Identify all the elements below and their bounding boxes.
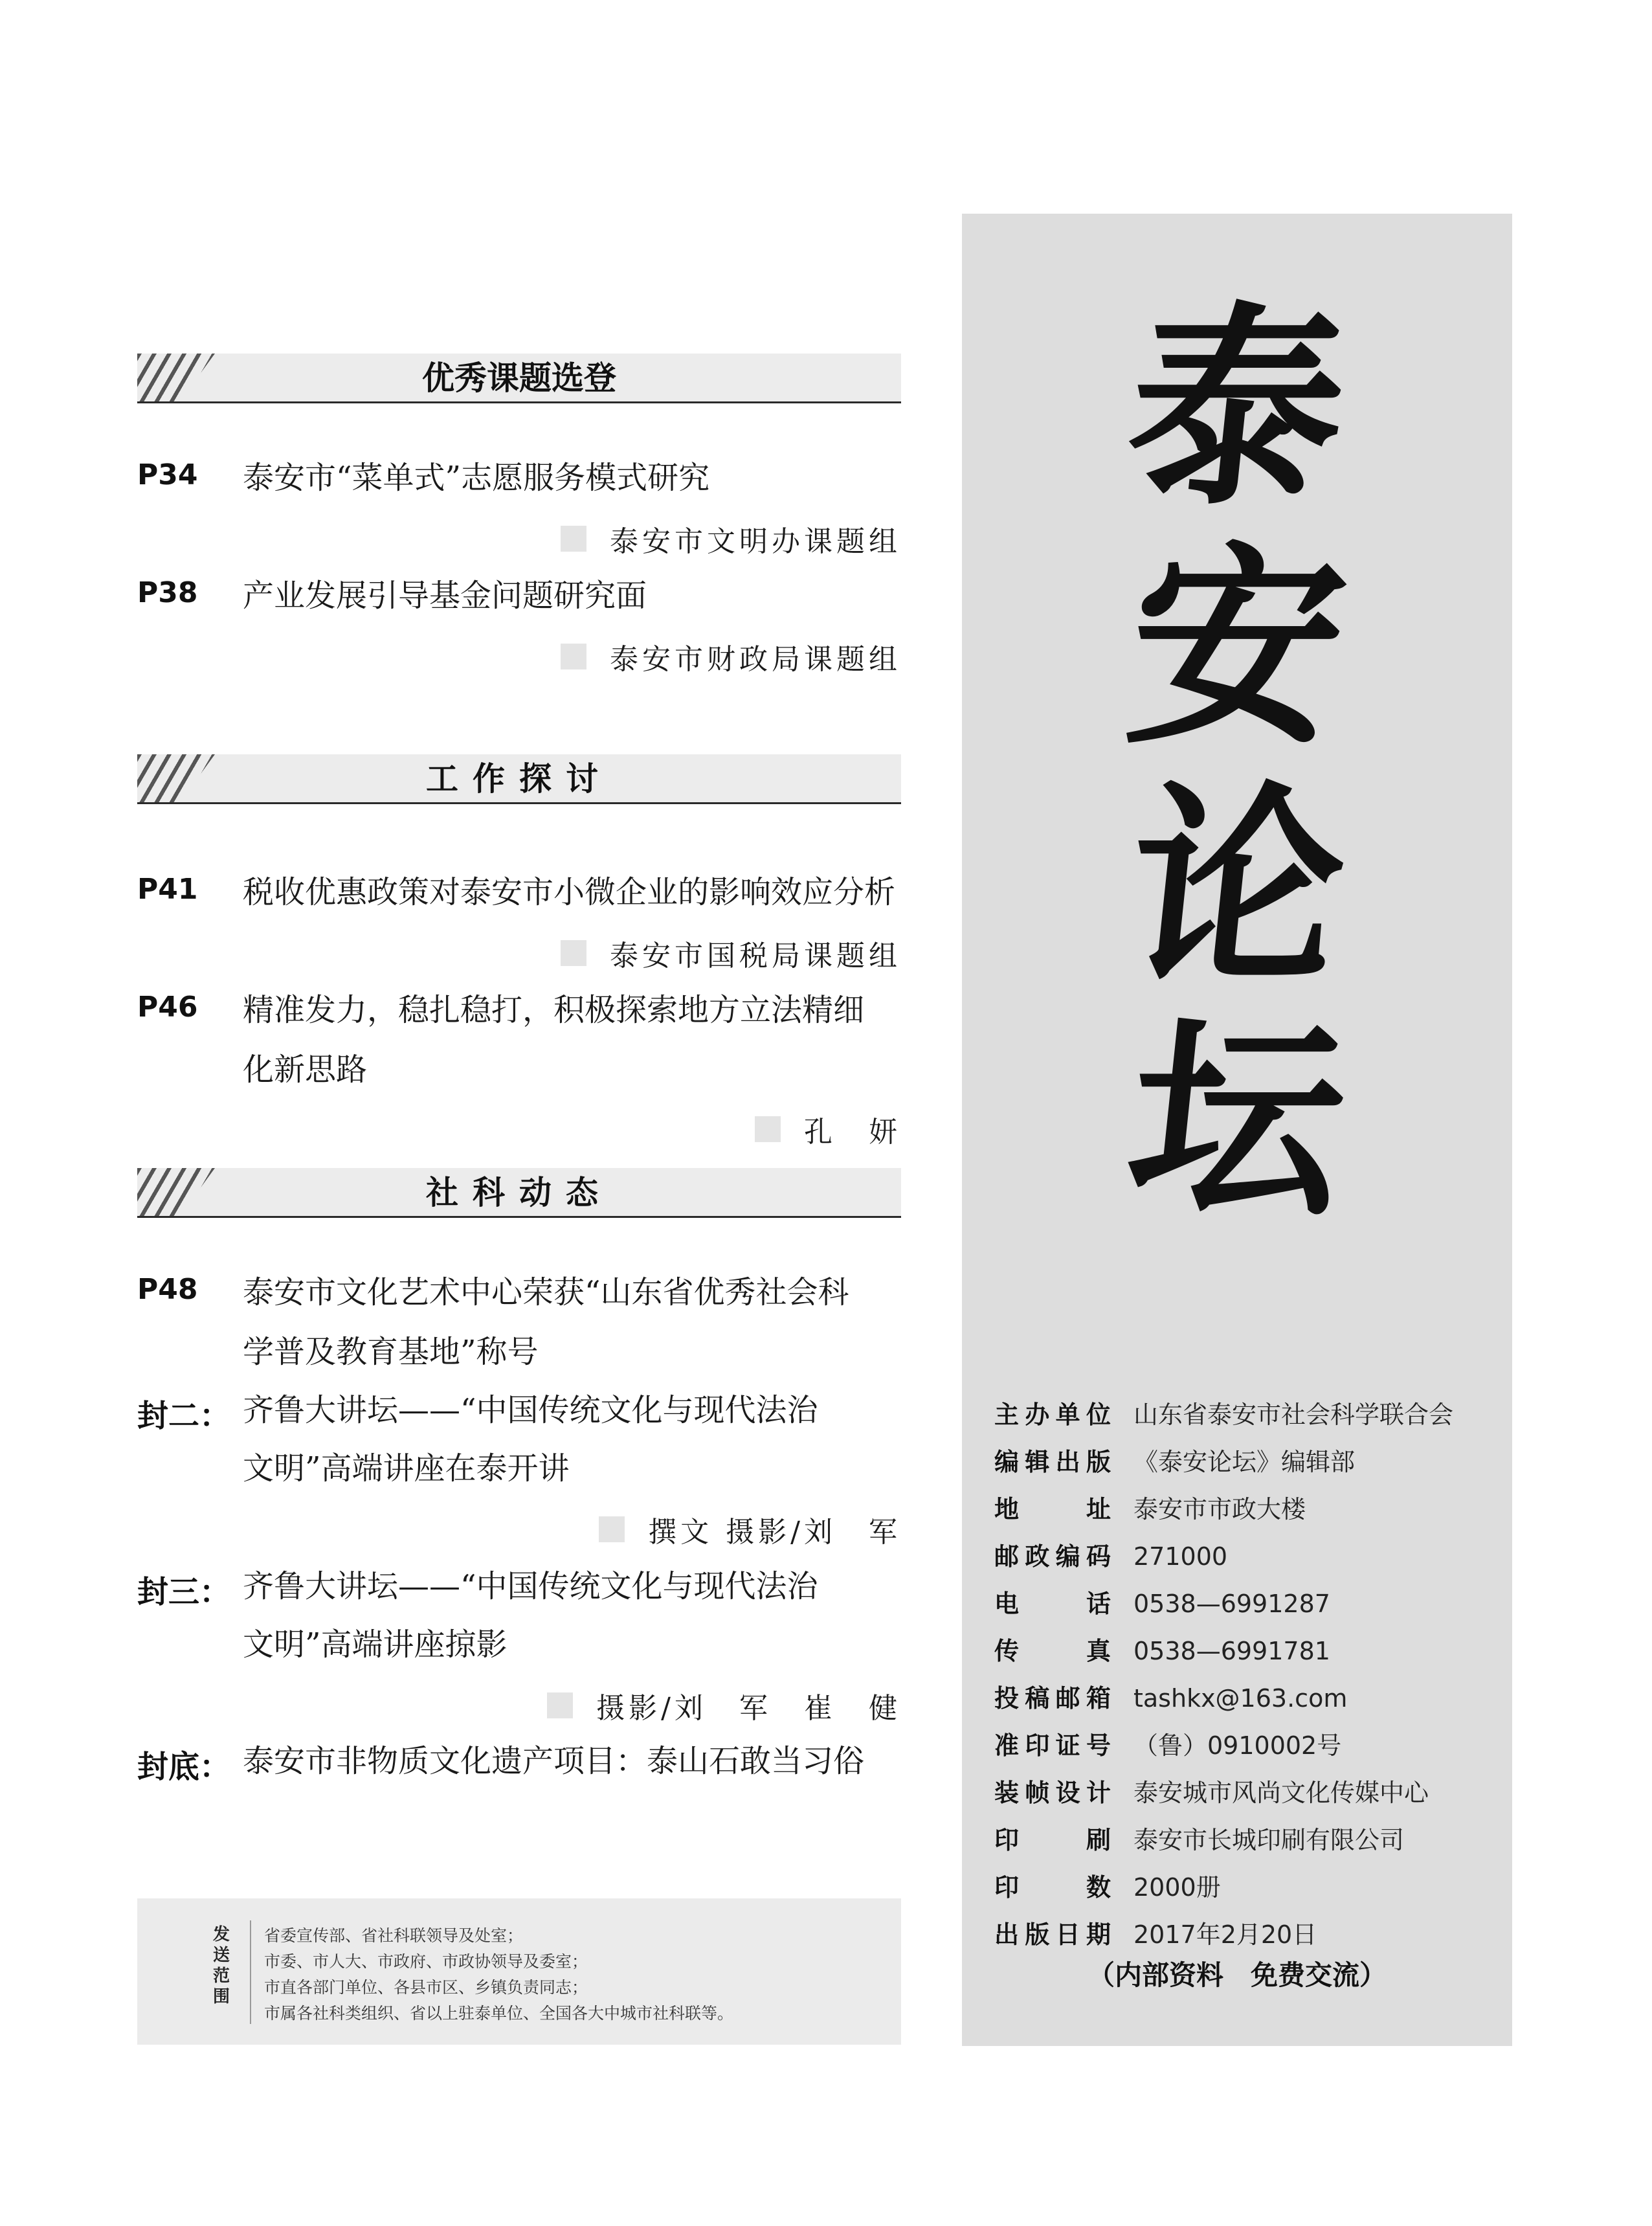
divider bbox=[250, 1920, 251, 2024]
distribution-list bbox=[264, 1923, 733, 2027]
distribution-line: 省委宣传部、省社科联领导及处室； bbox=[264, 1926, 524, 1945]
page-number: P41 bbox=[137, 873, 198, 906]
entry-author: 泰安市国税局课题组 bbox=[561, 932, 901, 974]
cover-label: 封底： bbox=[137, 1749, 231, 1785]
cover-label: 封三： bbox=[137, 1574, 231, 1610]
square-bullet-icon bbox=[561, 526, 586, 552]
internal-note: （内部资料 免费交流） bbox=[1087, 1959, 1387, 1991]
masthead-char: 泰 bbox=[1117, 282, 1357, 534]
entry-title[interactable]: 泰安市非物质文化遗产项目：泰山石敢当习俗 bbox=[243, 1743, 865, 1779]
cover-label: 封二： bbox=[137, 1398, 231, 1434]
page-number: P46 bbox=[137, 991, 198, 1024]
entry-author: 撰文 摄影/刘 军 bbox=[599, 1509, 901, 1550]
masthead-char: 坛 bbox=[1117, 995, 1357, 1246]
square-bullet-icon bbox=[599, 1516, 625, 1542]
entry-title[interactable]: 泰安市文化艺术中心荣获“山东省优秀社会科 bbox=[243, 1274, 849, 1310]
section-title: 社科动态 bbox=[426, 1174, 612, 1211]
entry-title-continued[interactable]: 文明”高端讲座在泰开讲 bbox=[243, 1450, 570, 1487]
distribution-line: 市属各社科类组织、省以上驻泰单位、全国各大中城市社科联等。 bbox=[264, 2004, 734, 2023]
page-number: P34 bbox=[137, 458, 198, 491]
entry-title-continued[interactable]: 文明”高端讲座掠影 bbox=[243, 1626, 508, 1663]
section-header-outstanding-topics bbox=[137, 354, 901, 403]
entry-author: 泰安市财政局课题组 bbox=[561, 636, 901, 677]
distribution-box bbox=[137, 1898, 901, 2045]
entry-title[interactable]: 泰安市“菜单式”志愿服务模式研究 bbox=[243, 460, 710, 496]
square-bullet-icon bbox=[561, 940, 586, 966]
entry-title[interactable]: 税收优惠政策对泰安市小微企业的影响效应分析 bbox=[243, 874, 896, 910]
entry-title[interactable]: 齐鲁大讲坛——“中国传统文化与现代法治 bbox=[243, 1392, 818, 1428]
masthead-char: 论 bbox=[1117, 761, 1357, 1013]
square-bullet-icon bbox=[755, 1116, 781, 1142]
page-number: P48 bbox=[137, 1273, 198, 1306]
distribution-label: 发送范围 bbox=[212, 1925, 230, 2007]
section-header-social-science-news bbox=[137, 1168, 901, 1218]
masthead-panel: 泰 安 论 坛 主办单位 山东省泰安市社会科学联合会 编辑出版 《泰安论坛》编辑部 地址 泰安市市政大楼 邮政编码 271000 电话 0538—6991287 传真 0538—6991781 投稿邮箱 tashkx@163.com 准印证号 （鲁）0910002号 装帧设计 泰安城市风尚文化传媒中心 印刷 泰安市长城印刷有限公司 印数 2000册 出版日期 2017年2月20日 （内部资料 免费交流） bbox=[962, 214, 1512, 2046]
entry-title[interactable]: 产业发展引导基金问题研究面 bbox=[243, 578, 647, 614]
square-bullet-icon bbox=[561, 644, 586, 669]
entry-author: 孔 妍 bbox=[755, 1108, 901, 1150]
section-title: 优秀课题选登 bbox=[422, 359, 616, 397]
section-header-work-discussion bbox=[137, 754, 901, 804]
entry-title[interactable]: 齐鲁大讲坛——“中国传统文化与现代法治 bbox=[243, 1568, 818, 1604]
distribution-line: 市委、市人大、市政府、市政协领导及委室； bbox=[264, 1952, 588, 1971]
page-number: P38 bbox=[137, 576, 198, 609]
entry-title-continued[interactable]: 化新思路 bbox=[243, 1051, 368, 1088]
square-bullet-icon bbox=[547, 1692, 573, 1718]
entry-title-continued[interactable]: 学普及教育基地”称号 bbox=[243, 1334, 539, 1370]
distribution-line: 市直各部门单位、各县市区、乡镇负责同志； bbox=[264, 1978, 588, 1997]
entry-title[interactable]: 精准发力，稳扎稳打，积极探索地方立法精细 bbox=[243, 992, 865, 1028]
entry-author: 摄影/刘 军 崔 健 bbox=[547, 1685, 901, 1726]
entry-author: 泰安市文明办课题组 bbox=[561, 518, 901, 559]
masthead-char: 安 bbox=[1117, 522, 1357, 773]
section-title: 工作探讨 bbox=[426, 760, 612, 798]
